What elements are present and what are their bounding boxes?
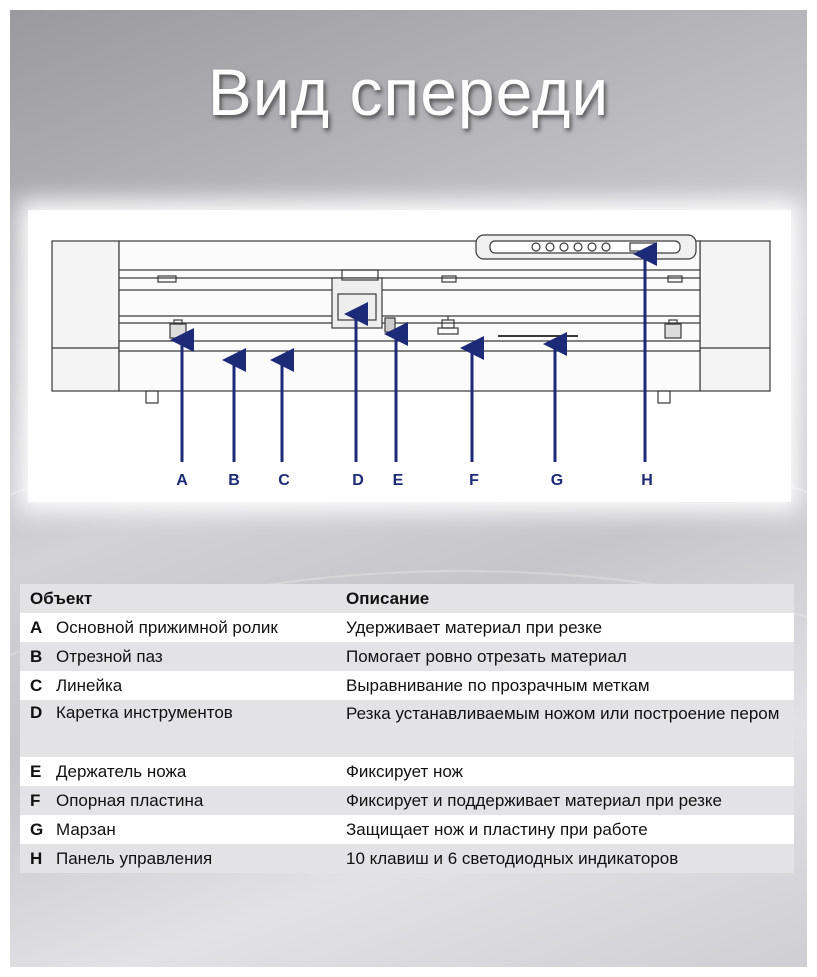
row-letter: D — [30, 703, 43, 722]
parts-table — [20, 584, 794, 873]
table-row — [20, 757, 794, 786]
row-object: Основной прижимной ролик — [56, 617, 278, 637]
row-description: Фиксирует и поддерживает материал при резке — [346, 790, 722, 810]
column-header-description: Описание — [346, 588, 430, 608]
row-description: Удерживает материал при резке — [346, 617, 603, 637]
table-row — [20, 642, 794, 671]
table-row — [20, 671, 794, 700]
table-row — [20, 786, 794, 815]
row-object: Опорная пластина — [56, 790, 204, 810]
row-object: Отрезной паз — [56, 646, 163, 666]
row-letter: A — [30, 617, 43, 637]
page-title: Вид спереди — [207, 55, 610, 129]
row-object: Линейка — [56, 675, 123, 695]
table-row — [20, 700, 794, 757]
row-letter: G — [30, 819, 44, 839]
column-header-object: Объект — [30, 588, 93, 608]
callout-label-f: F — [469, 472, 479, 489]
callout-label-c: C — [278, 472, 290, 489]
slide-background — [10, 10, 807, 967]
plotter-front-view-diagram — [28, 210, 791, 502]
table-header-row — [20, 584, 794, 613]
callout-label-d: D — [352, 472, 364, 489]
row-letter: B — [30, 646, 43, 666]
row-object: Держатель ножа — [56, 761, 187, 781]
row-description: 10 клавиш и 6 светодиодных индикаторов — [346, 848, 679, 868]
plotter-drawing — [28, 210, 791, 502]
table-row — [20, 844, 794, 873]
row-letter: E — [30, 761, 42, 781]
row-letter: H — [30, 848, 43, 868]
row-description: Фиксирует нож — [346, 761, 464, 781]
row-object: Марзан — [56, 819, 116, 839]
row-object: Каретка инструментов — [56, 703, 233, 722]
row-letter: C — [30, 675, 43, 695]
callout-label-a: A — [176, 472, 188, 489]
row-description: Выравнивание по прозрачным меткам — [346, 675, 650, 695]
row-description: Помогает ровно отрезать материал — [346, 646, 627, 666]
callout-label-b: B — [228, 472, 240, 489]
row-description: Резка устанавливаемым ножом или построение пером — [346, 704, 780, 723]
row-description: Защищает нож и пластину при работе — [346, 819, 648, 839]
table-row — [20, 613, 794, 642]
callout-label-g: G — [550, 472, 564, 489]
callout-label-e: E — [392, 472, 404, 489]
row-letter: F — [30, 790, 41, 810]
table-row — [20, 815, 794, 844]
row-object: Панель управления — [56, 848, 213, 868]
callout-label-h: H — [641, 472, 653, 489]
